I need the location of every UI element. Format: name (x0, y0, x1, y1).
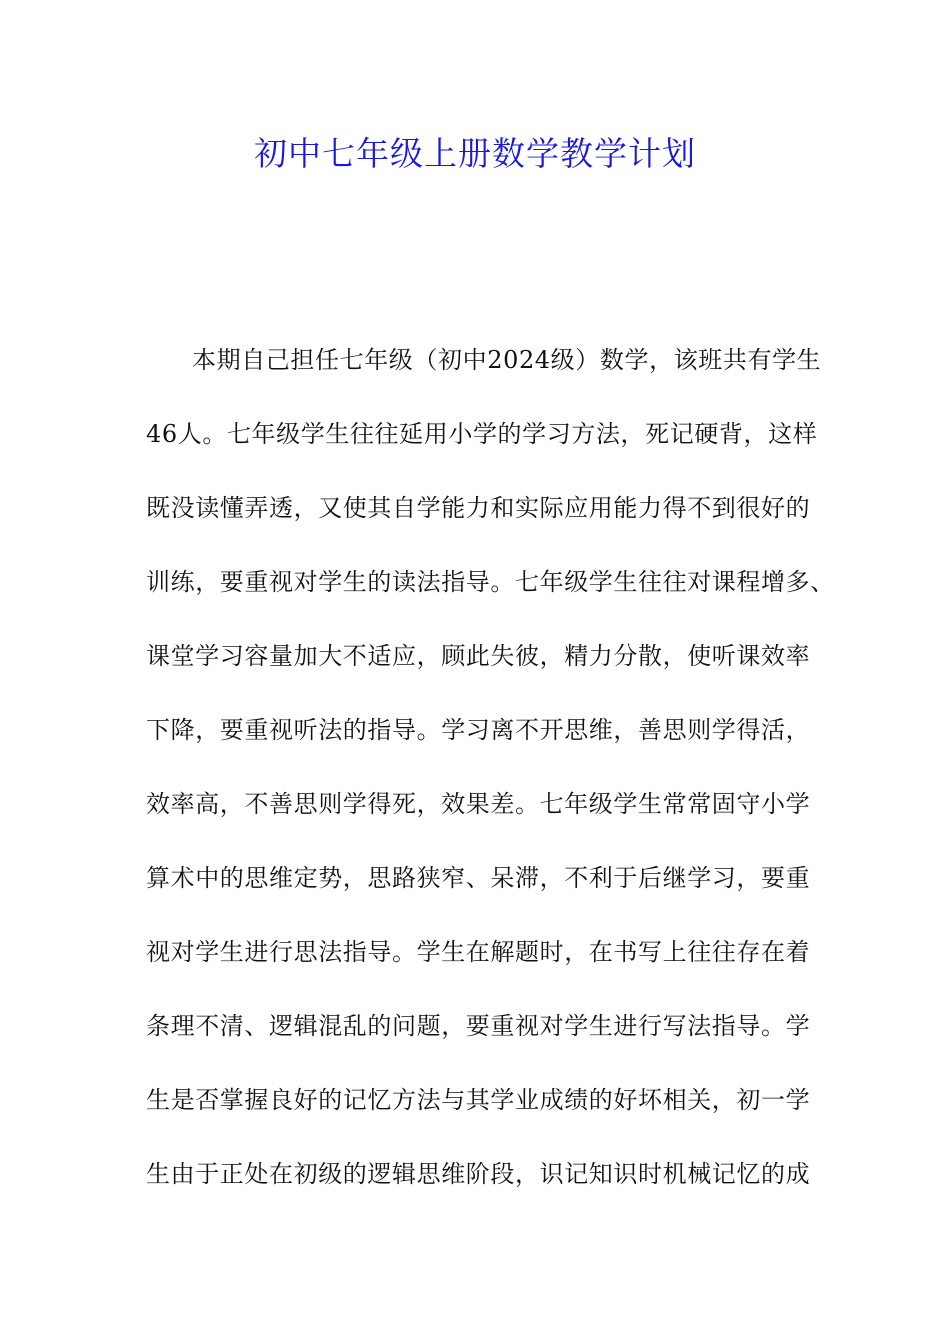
paragraph-line: 视对学生进行思法指导。学生在解题时，在书写上往往存在着 (146, 938, 811, 966)
paragraph-line: 训练，要重视对学生的读法指导。七年级学生往往对课程增多、 (146, 568, 835, 596)
paragraph-line: 生是否掌握良好的记忆方法与其学业成绩的好坏相关，初一学 (146, 1086, 811, 1114)
document-title: 初中七年级上册数学教学计划 (254, 134, 696, 173)
paragraph-line: 既没读懂弄透，又使其自学能力和实际应用能力得不到很好的 (146, 494, 811, 522)
body-paragraph (146, 336, 835, 1224)
paragraph-line: 算术中的思维定势，思路狭窄、呆滞，不利于后继学习，要重 (146, 864, 811, 892)
paragraph-line: 条理不清、逻辑混乱的问题，要重视对学生进行写法指导。学 (146, 1012, 811, 1040)
paragraph-line: 课堂学习容量加大不适应，顾此失彼，精力分散，使听课效率 (146, 642, 811, 670)
paragraph-line: 46人。七年级学生往往延用小学的学习方法，死记硬背，这样 (146, 420, 818, 448)
paragraph-line: 生由于正处在初级的逻辑思维阶段，识记知识时机械记忆的成 (146, 1160, 811, 1188)
paragraph-line: 效率高，不善思则学得死，效果差。七年级学生常常固守小学 (146, 790, 811, 818)
paragraph-line: 本期自己担任七年级（初中2024级）数学，该班共有学生 (192, 346, 822, 374)
paragraph-line: 下降，要重视听法的指导。学习离不开思维，善思则学得活， (146, 716, 811, 744)
